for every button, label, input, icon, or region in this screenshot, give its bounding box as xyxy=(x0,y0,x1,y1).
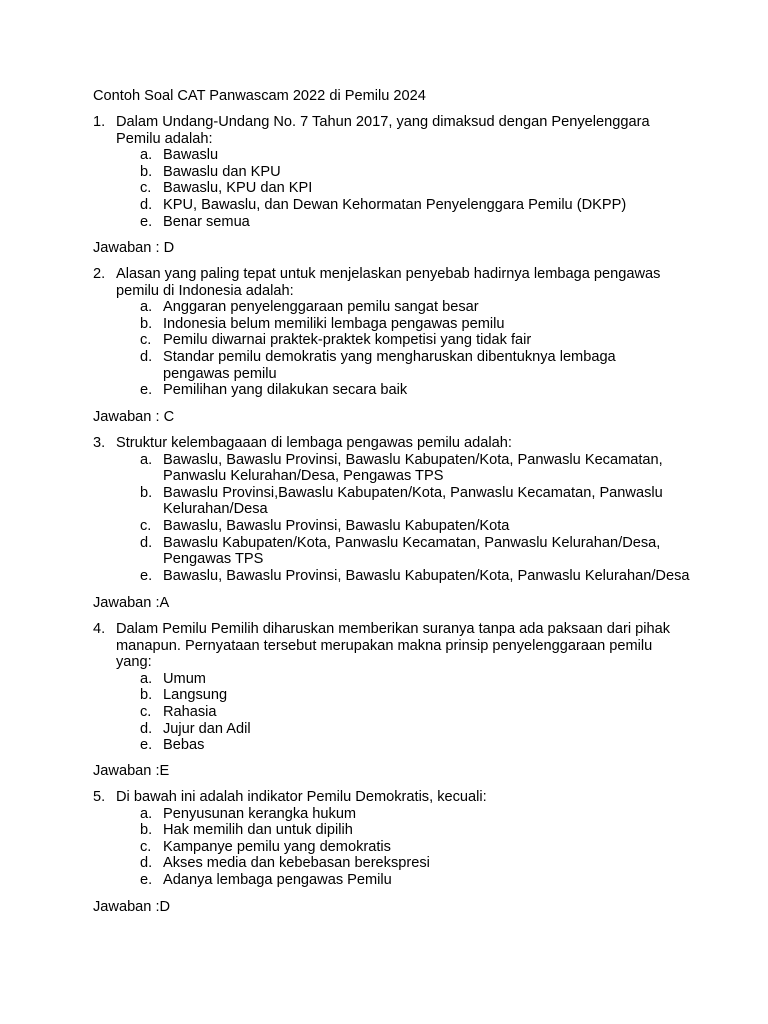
question-number: 3. xyxy=(93,435,106,451)
question-stem xyxy=(93,266,693,299)
option-e: e. Benar semua xyxy=(140,213,250,230)
option-list xyxy=(93,806,693,889)
question-stem xyxy=(93,435,693,452)
option-a: a. Bawaslu, Bawaslu Provinsi, Bawaslu Kabupaten/Kota, Panwaslu Kecamatan, Panwaslu Kelurahan/Desa, Pengawas TPS xyxy=(140,451,663,485)
option-c: c. Kampanye pemilu yang demokratis xyxy=(140,838,391,855)
option-b: b. Langsung xyxy=(140,687,228,704)
question-stem xyxy=(93,789,693,806)
option-e: e. Pemilihan yang dilakukan secara baik xyxy=(140,382,408,399)
question-text: Alasan yang paling tepat untuk menjelaskan penyebab hadirnya lembaga pengawas pemilu di Indonesia adalah: xyxy=(116,266,661,299)
option-b: b. Indonesia belum memiliki lembaga pengawas pemilu xyxy=(140,315,505,332)
option-b: b. Bawaslu dan KPU xyxy=(140,163,281,180)
answer-3: Jawaban :A xyxy=(93,595,170,611)
answer-1: Jawaban : D xyxy=(93,240,175,256)
question-stem xyxy=(93,621,693,671)
question-2 xyxy=(93,266,693,399)
option-d: d. Bawaslu Kabupaten/Kota, Panwaslu Kecamatan, Panwaslu Kelurahan/Desa, Pengawas TPS xyxy=(140,534,661,568)
option-list xyxy=(93,299,693,399)
question-text: Struktur kelembagaaan di lembaga pengawas pemilu adalah: xyxy=(116,435,512,451)
option-b: b. Hak memilih dan untuk dipilih xyxy=(140,822,353,839)
option-c: c. Bawaslu, Bawaslu Provinsi, Bawaslu Kabupaten/Kota xyxy=(140,517,510,534)
option-e: e. Adanya lembaga pengawas Pemilu xyxy=(140,871,392,888)
option-d: d. KPU, Bawaslu, dan Dewan Kehormatan Penyelenggara Pemilu (DKPP) xyxy=(140,196,627,213)
option-list xyxy=(93,452,693,585)
question-4 xyxy=(93,621,693,754)
option-a: a. Umum xyxy=(140,670,206,687)
question-number: 4. xyxy=(93,621,106,637)
answer-4: Jawaban :E xyxy=(93,763,170,779)
question-5 xyxy=(93,789,693,889)
option-a: a. Anggaran penyelenggaraan pemilu sangat besar xyxy=(140,299,479,316)
document-title: Contoh Soal CAT Panwascam 2022 di Pemilu 2024 xyxy=(93,88,426,104)
option-e: e. Bebas xyxy=(140,737,205,754)
question-number: 2. xyxy=(93,266,106,282)
option-c: c. Rahasia xyxy=(140,703,217,720)
option-list xyxy=(93,671,693,754)
answer-5: Jawaban :D xyxy=(93,899,171,915)
answer-2: Jawaban : C xyxy=(93,409,175,425)
option-a: a. Penyusunan kerangka hukum xyxy=(140,805,357,822)
option-d: d. Standar pemilu demokratis yang mengharuskan dibentuknya lembaga pengawas pemilu xyxy=(140,348,616,382)
option-c: c. Pemilu diwarnai praktek-praktek kompetisi yang tidak fair xyxy=(140,332,532,349)
option-list xyxy=(93,147,693,230)
option-e: e. Bawaslu, Bawaslu Provinsi, Bawaslu Kabupaten/Kota, Panwaslu Kelurahan/Desa xyxy=(140,567,690,584)
question-text: Dalam Pemilu Pemilih diharuskan memberikan suranya tanpa ada paksaan dari pihak manapun. Pernyataan tersebut merupakan makna prinsip penyelenggaraan pemilu yang: xyxy=(116,621,671,671)
question-3 xyxy=(93,435,693,584)
question-number: 5. xyxy=(93,789,106,805)
question-text: Di bawah ini adalah indikator Pemilu Demokratis, kecuali: xyxy=(116,789,487,805)
option-c: c. Bawaslu, KPU dan KPI xyxy=(140,180,313,197)
question-number: 1. xyxy=(93,114,106,130)
option-d: d. Jujur dan Adil xyxy=(140,720,251,737)
option-d: d. Akses media dan kebebasan berekspresi xyxy=(140,855,430,872)
question-text: Dalam Undang-Undang No. 7 Tahun 2017, yang dimaksud dengan Penyelenggara Pemilu adalah: xyxy=(116,114,650,147)
question-stem xyxy=(93,114,693,147)
option-a: a. Bawaslu xyxy=(140,147,219,164)
question-1 xyxy=(93,114,693,230)
option-b: b. Bawaslu Provinsi,Bawaslu Kabupaten/Kota, Panwaslu Kecamatan, Panwaslu Kelurahan/Desa xyxy=(140,484,663,518)
